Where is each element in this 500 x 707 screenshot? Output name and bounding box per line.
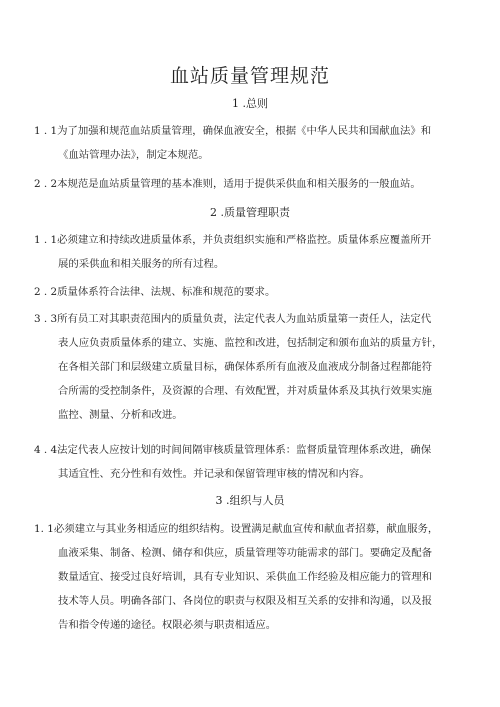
paragraph-line: 数量适宜、接受过良好培训，具有专业知识、采供血工作经验及相应能力的管理和: [58, 571, 433, 583]
paragraph-line: 2 . 2本规范是血站质量管理的基本准则，适用于提供采供血和相关服务的一般血站。: [34, 178, 421, 190]
paragraph-2-4: [34, 442, 466, 490]
section-heading-organization: 3 .组织与人员: [215, 494, 285, 507]
paragraph-line: 《血站管理办法》，制定本规范。: [58, 149, 209, 161]
paragraph-2-2: [34, 284, 466, 308]
document-title: 血站质量管理规范: [169, 65, 330, 87]
paragraph-2-3: [34, 311, 466, 431]
paragraph-line: 告和指令传递的途径。权限必须与职责相适应。: [58, 619, 277, 631]
paragraph-line: 3 . 3所有员工对其职责范围内的质量负责，法定代表人为血站质量第一责任人，法定代: [34, 313, 432, 325]
paragraph-line: 表人应负责质量体系的建立、实施、监控和改进，包括制定和颁布血站的质量方针，: [58, 337, 443, 349]
paragraph-line: 1. 1必须建立与其业务相适应的组织结构。设置满足献血宣传和献血者招募，献血服务，: [34, 523, 439, 535]
paragraph-line: 技术等人员。明确各部门、各岗位的职责与权限及相互关系的安排和沟通，以及报: [58, 595, 433, 607]
paragraph-line: 在各相关部门和层级建立质量目标，确保体系所有血液及血液成分制备过程都能符: [58, 361, 433, 373]
paragraph-line: 4 . 4法定代表人应按计划的时间间隔审核质量管理体系：监督质量管理体系改进，确保: [34, 444, 432, 456]
paragraph-2-1: [34, 232, 466, 280]
paragraph-line: 2 . 2质量体系符合法律、法规、标准和规范的要求。: [34, 286, 276, 298]
section-heading-general: 1 .总则: [232, 97, 268, 110]
paragraph-line: 合所需的受控制条件，及资源的合理、有效配置，并对质量体系及其执行效果实施: [58, 385, 433, 397]
paragraph-3-1: [34, 521, 466, 641]
paragraph-line: 展的采供血和相关服务的所有过程。: [58, 258, 225, 270]
paragraph-line: 其适宜性、充分性和有效性。并记录和保留管理审核的情况和内容。: [58, 468, 370, 480]
section-heading-quality-duties: 2 .质量管理职责: [210, 206, 290, 219]
paragraph-line: 1 . 1为了加强和规范血站质量管理，确保血液安全，根据《中华人民共和国献血法》和: [34, 125, 432, 137]
paragraph-line: 血液采集、制备、检测、储存和供应，质量管理等功能需求的部门。要确定及配备: [58, 547, 433, 559]
paragraph-line: 监控、测量、分析和改进。: [58, 409, 183, 421]
paragraph-1-2: [34, 176, 466, 200]
paragraph-1-1: [34, 123, 466, 171]
paragraph-line: 1 . 1必须建立和持续改进质量体系，并负责组织实施和严格监控。质量体系应覆盖所开: [34, 234, 432, 246]
